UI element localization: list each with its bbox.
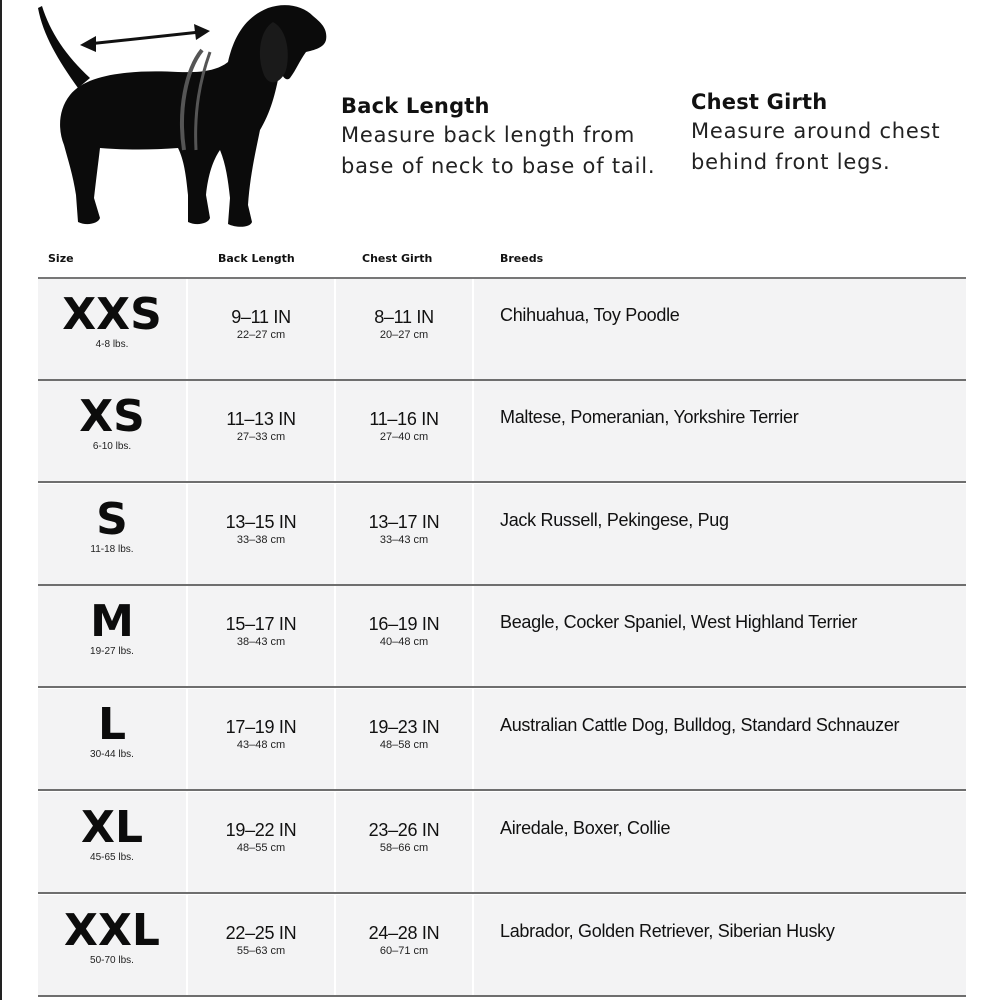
size-code: S [96, 494, 128, 545]
size-cell [38, 381, 188, 481]
size-cell [38, 586, 188, 686]
header-size: Size [48, 252, 74, 265]
chest-girth-in: 11–16 IN [369, 409, 439, 429]
chest-girth-cell [336, 381, 474, 481]
size-code: L [97, 699, 127, 750]
size-weight: 30-44 lbs. [90, 749, 134, 760]
header-chest-girth: Chest Girth [362, 252, 433, 265]
size-code: XXL [64, 905, 160, 956]
back-length-cell [188, 689, 336, 789]
size-code: M [90, 596, 134, 647]
chest-girth-desc-line2: behind front legs. [691, 150, 891, 174]
chest-girth-in: 8–11 IN [374, 307, 434, 327]
back-length-cm: 43–48 cm [236, 739, 286, 751]
breeds-cell [474, 895, 966, 995]
dog-silhouette-icon [28, 0, 333, 235]
table-row [38, 279, 966, 381]
chest-girth-in: 16–19 IN [368, 614, 440, 634]
chest-girth-cell [336, 689, 474, 789]
chest-girth-desc-line1: Measure around chest [691, 119, 941, 143]
chest-girth-in: 13–17 IN [368, 512, 440, 532]
back-length-cm: 33–38 cm [236, 534, 286, 546]
breeds-text: Australian Cattle Dog, Bulldog, Standard Schnauzer [500, 715, 900, 735]
size-cell [38, 689, 188, 789]
back-length-cm: 22–27 cm [236, 329, 286, 341]
back-length-title: Back Length [341, 94, 490, 118]
table-row [38, 381, 966, 483]
breeds-cell [474, 586, 966, 686]
size-cell [38, 895, 188, 995]
chest-girth-in: 19–23 IN [368, 717, 440, 737]
back-length-in: 13–15 IN [225, 512, 297, 532]
size-weight: 50-70 lbs. [90, 955, 134, 966]
size-weight: 45-65 lbs. [90, 852, 134, 863]
chest-girth-cell [336, 484, 474, 584]
left-border [0, 0, 2, 1000]
breeds-cell [474, 689, 966, 789]
back-length-cell [188, 792, 336, 892]
table-row [38, 895, 966, 997]
size-weight: 4-8 lbs. [95, 339, 129, 350]
size-weight: 19-27 lbs. [90, 646, 134, 657]
breeds-cell [474, 792, 966, 892]
back-length-in: 11–13 IN [226, 409, 296, 429]
chest-girth-in: 23–26 IN [368, 820, 440, 840]
back-length-cm: 27–33 cm [236, 431, 286, 443]
table-row [38, 792, 966, 894]
size-weight: 11-18 lbs. [90, 544, 134, 555]
chest-girth-cm: 60–71 cm [379, 945, 429, 957]
back-length-info [341, 94, 681, 182]
table-row [38, 586, 966, 688]
back-length-cm: 55–63 cm [236, 945, 286, 957]
breeds-cell [474, 279, 966, 379]
back-length-cell [188, 381, 336, 481]
back-length-desc-line2: base of neck to base of tail. [341, 154, 656, 178]
chest-girth-cm: 58–66 cm [379, 842, 429, 854]
chest-girth-in: 24–28 IN [368, 923, 440, 943]
back-length-cm: 48–55 cm [236, 842, 286, 854]
chest-girth-cell [336, 586, 474, 686]
header-breeds: Breeds [500, 252, 544, 265]
back-length-in: 15–17 IN [225, 614, 297, 634]
breeds-text: Maltese, Pomeranian, Yorkshire Terrier [500, 407, 799, 427]
table-row [38, 484, 966, 586]
size-cell [38, 792, 188, 892]
size-cell [38, 279, 188, 379]
chest-girth-cm: 27–40 cm [379, 431, 429, 443]
breeds-text: Jack Russell, Pekingese, Pug [500, 510, 729, 530]
chest-girth-cm: 40–48 cm [379, 636, 429, 648]
breeds-cell [474, 484, 966, 584]
chest-girth-cm: 33–43 cm [379, 534, 429, 546]
breeds-text: Chihuahua, Toy Poodle [500, 305, 680, 325]
back-length-desc [341, 120, 681, 182]
header-back-length: Back Length [218, 252, 295, 265]
back-length-in: 9–11 IN [231, 307, 291, 327]
chest-girth-cm: 20–27 cm [379, 329, 429, 341]
table-header [0, 252, 1000, 274]
back-length-cell [188, 279, 336, 379]
size-weight: 6-10 lbs. [92, 441, 132, 452]
chest-girth-cm: 48–58 cm [379, 739, 429, 751]
back-length-in: 22–25 IN [225, 923, 297, 943]
chest-girth-cell [336, 792, 474, 892]
breeds-text: Airedale, Boxer, Collie [500, 818, 671, 838]
back-length-cell [188, 895, 336, 995]
size-cell [38, 484, 188, 584]
size-code: XXS [62, 289, 162, 340]
chest-girth-cell [336, 279, 474, 379]
table-row [38, 689, 966, 791]
back-length-cell [188, 586, 336, 686]
breeds-text: Labrador, Golden Retriever, Siberian Husky [500, 921, 835, 941]
back-length-cell [188, 484, 336, 584]
breeds-text: Beagle, Cocker Spaniel, West Highland Terrier [500, 612, 858, 632]
back-length-desc-line1: Measure back length from [341, 123, 636, 147]
chest-girth-cell [336, 895, 474, 995]
size-code: XL [81, 802, 143, 853]
back-length-cm: 38–43 cm [236, 636, 286, 648]
back-length-in: 19–22 IN [225, 820, 297, 840]
breeds-cell [474, 381, 966, 481]
chest-girth-info [691, 90, 991, 178]
back-length-in: 17–19 IN [225, 717, 297, 737]
chest-girth-title: Chest Girth [691, 90, 828, 114]
size-code: XS [79, 391, 145, 442]
chest-girth-desc [691, 116, 991, 178]
